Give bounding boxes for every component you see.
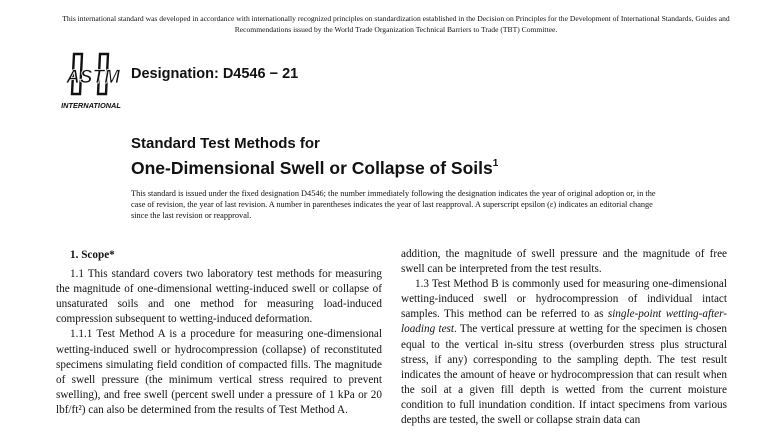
paragraph-1-3-part-a: 1.3 Test Method B is commonly used for measuring one-dimensional wetting-induced swell or hydrocompression of individual intact samples. This method can be referred to as [401,278,727,321]
standards-notice: This international standard was developed in accordance with internationally recognized principles on standardization established in the Decision on Principles for the Development of International Standards, Guides and Recommendations issued by the World Trade Organization Technical Barriers to Trade (TBT) Committee. [62,14,730,34]
logo-subtext: INTERNATIONAL [61,101,121,110]
paragraph-1-1: 1.1 This standard covers two laboratory test methods for measuring the magnitude of one-dimensional wetting-induced swell or collapse of unsaturated soils and one method for measuring load-induced compression subsequent to wetting-induced deformation. [56,268,382,326]
issue-note: This standard is issued under the fixed designation D4546; the number immediately following the designation indicates the year of original adoption or, in the case of revision, the year of last revision. A number in parentheses indicates the year of last reapproval. A superscript epsilon (ε) indicates an editorial change since the last revision or reapproval. [131,189,656,220]
title-footnote-mark: 1 [492,158,499,169]
designation: Designation: D4546 − 21 [131,66,299,82]
title-line-2 [131,153,498,179]
paragraph-1-3-part-b: . The vertical pressure at wetting for the specimen is chosen equal to the vertical in-situ stress (overburden stress plus structural stress, if any) corresponding to the sampling depth. The test result indicates the amount of heave or hydrocompression that can result when the soil at a given fill depth is wetted from the current moisture condition to full inundation condition. If intact specimens from various depths are tested, the swell or collapse strain data can [401,323,727,427]
paragraph-1-3-emphasis: single-point wetting-after-loading test [401,308,727,336]
paragraph-1-1-1: 1.1.1 Test Method A is a procedure for measuring one-dimensional wetting-induced swell or hydrocompression (collapse) of reconstituted specimens simulating field condition of compacted fills. The magnitude of swell pressure (the minimum vertical stress required to prevent swelling), and free swell (percent swell under a pressure of 1 kPa or 20 lbf/ft²) can also be determined from the results of Test Method A. [56,328,382,416]
astm-logo [60,50,126,114]
left-column [56,248,382,418]
title-line-2-text: One-Dimensional Swell or Collapse of Soils [131,158,493,178]
logo-text: ASTM [66,67,120,88]
title-line-1: Standard Test Methods for [131,135,320,152]
paragraph-continuation: addition, the magnitude of swell pressure and the magnitude of free swell can be interpreted from the test results. [401,248,727,276]
document-title [131,135,498,179]
paragraph-1-3 [401,277,727,428]
section-heading: 1. Scope* [70,249,115,261]
right-column [401,247,727,428]
